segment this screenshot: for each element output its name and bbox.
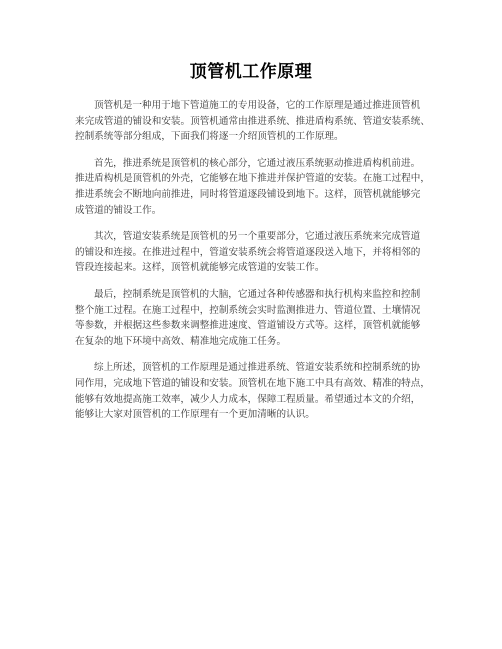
paragraph-line: 整个施工过程。在施工过程中，控制系统会实时监测推进力、管道位置、土壤情况 — [75, 304, 421, 316]
paragraph-line: 推进系统会不断地向前推进，同时将管道逐段铺设到地下。这样，顶管机就能够完 — [75, 188, 421, 200]
paragraph-line: 在复杂的地下环境中高效、精准地完成施工任务。 — [75, 335, 287, 347]
paragraph-line: 同作用，完成地下管道的铺设和安装。顶管机在地下施工中具有高效、精准的特点， — [75, 377, 430, 389]
paragraph-line: 能够让大家对顶管机的工作原理有一个更加清晰的认识。 — [75, 409, 315, 421]
paragraph-line: 顶管机是一种用于地下管道施工的专用设备，它的工作原理是通过推进顶管机 — [94, 100, 421, 111]
paragraph-line: 其次，管道安装系统是顶管机的另一个重要部分，它通过液压系统来完成管道 — [94, 231, 421, 243]
paragraph-intro — [75, 98, 435, 145]
paragraph-line: 管段连接起来。这样，顶管机就能够完成管道的安装工作。 — [75, 262, 325, 274]
paragraph-control-system — [75, 287, 435, 349]
page-title: 顶管机工作原理 — [189, 62, 313, 82]
paragraph-line: 等参数，并根据这些参数来调整推进速度、管道铺设方式等。这样，顶管机就能够 — [75, 320, 421, 332]
paragraph-line: 综上所述，顶管机的工作原理是通过推进系统、管道安装系统和控制系统的协 — [94, 362, 421, 374]
paragraph-line: 成管道的铺设工作。 — [75, 204, 162, 216]
paragraph-propulsion — [75, 156, 435, 218]
paragraph-line: 控制系统等部分组成，下面我们将逐一介绍顶管机的工作原理。 — [75, 131, 344, 143]
paragraph-line: 最后，控制系统是顶管机的大脑，它通过各种传感器和执行机构来监控和控制 — [94, 288, 421, 300]
paragraph-summary — [75, 360, 435, 422]
paragraph-line: 来完成管道的铺设和安装。顶管机通常由推进系统、推进盾构系统、管道安装系统、 — [75, 115, 430, 127]
paragraph-line: 能够有效地提高施工效率，减少人力成本，保障工程质量。希望通过本文的介绍， — [75, 393, 421, 405]
paragraph-line: 首先，推进系统是顶管机的核心部分，它通过液压系统驱动推进盾构机前进。 — [94, 157, 421, 169]
paragraph-line: 的铺设和连接。在推进过程中，管道安装系统会将管道逐段送入地下，并将相邻的 — [75, 246, 421, 258]
paragraph-line: 推进盾构机是顶管机的外壳，它能够在地下推进并保护管道的安装。在施工过程中， — [75, 173, 430, 185]
document-body — [75, 98, 435, 434]
paragraph-pipe-installation — [75, 229, 435, 276]
